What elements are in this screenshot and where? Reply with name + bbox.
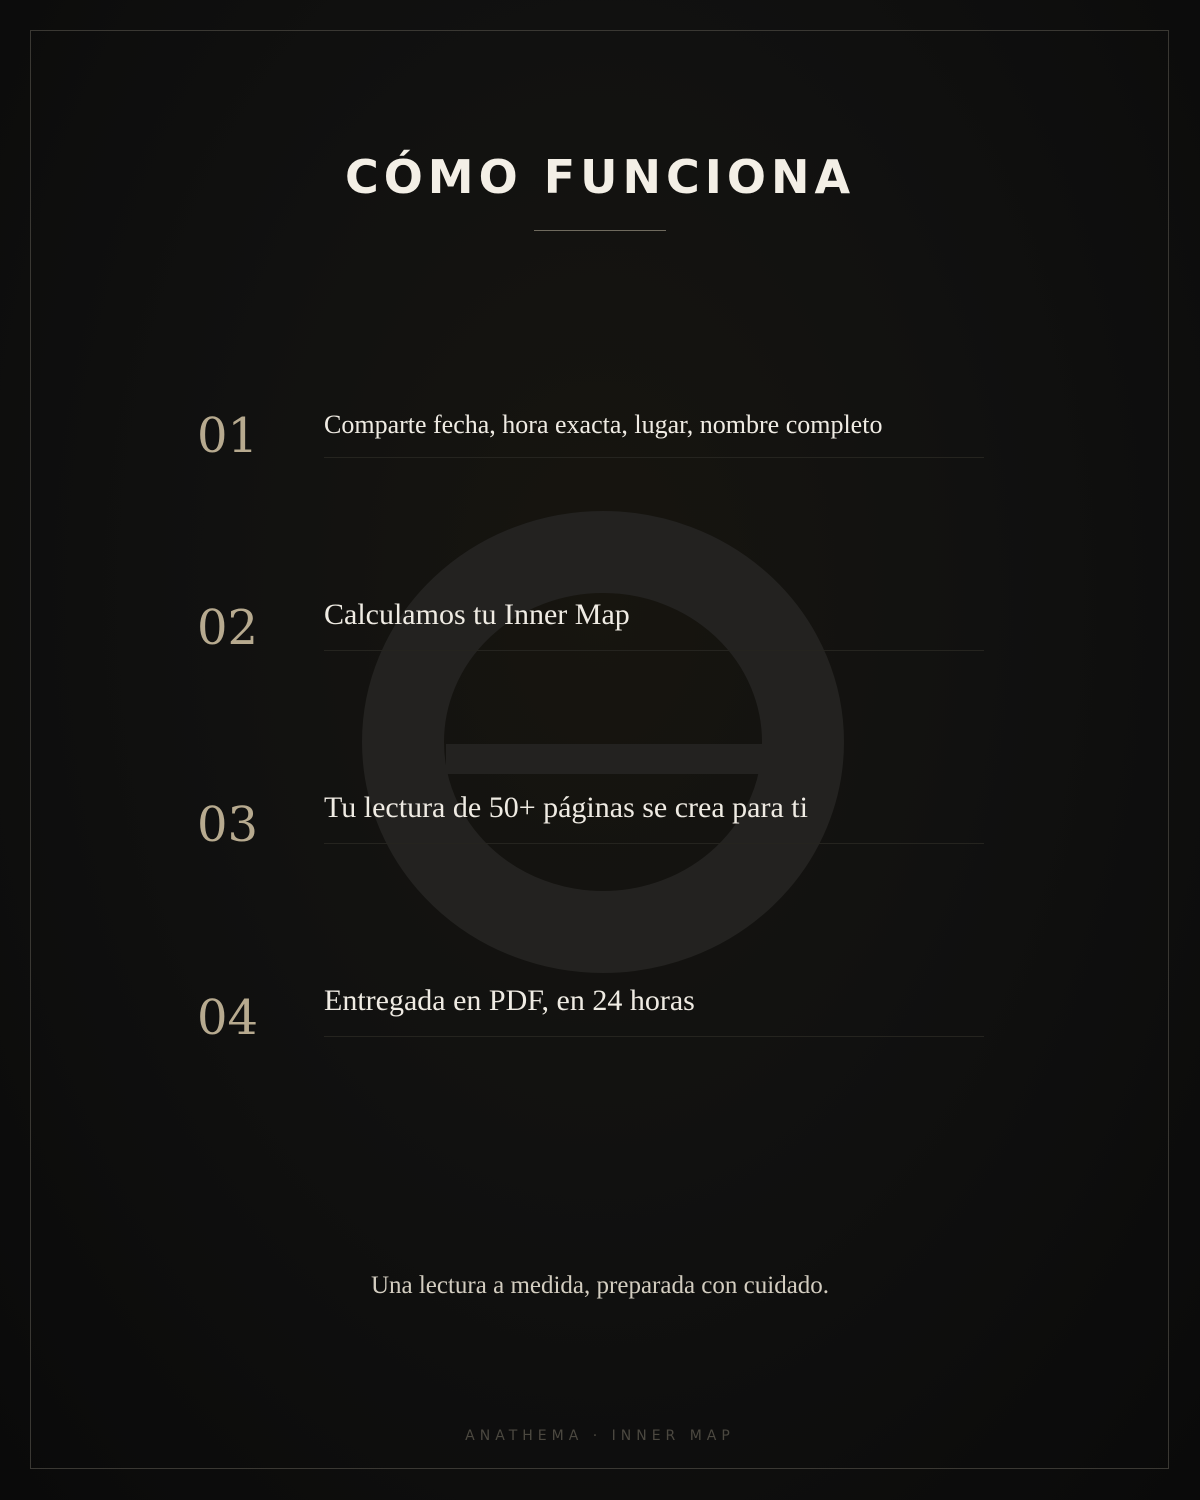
step-text: Calculamos tu Inner Map — [324, 598, 630, 631]
step-text: Entregada en PDF, en 24 horas — [324, 984, 695, 1017]
page-frame — [30, 30, 1169, 1469]
step-divider — [324, 457, 984, 458]
step-number: 04 — [196, 990, 259, 1046]
step-number: 02 — [196, 600, 259, 656]
step-item — [0, 978, 1200, 1078]
step-divider — [324, 650, 984, 651]
step-item — [0, 400, 1200, 500]
step-item — [0, 785, 1200, 885]
step-text: Comparte fecha, hora exacta, lugar, nombre completo — [324, 410, 883, 439]
step-divider — [324, 843, 984, 844]
step-item — [0, 592, 1200, 692]
title-divider — [534, 230, 666, 231]
step-number: 01 — [196, 408, 259, 464]
footer-note: Una lectura a medida, preparada con cuidado. — [370, 1272, 830, 1299]
step-divider — [324, 1036, 984, 1037]
page-title: CÓMO FUNCIONA — [344, 150, 856, 204]
step-number: 03 — [196, 797, 259, 853]
step-text: Tu lectura de 50+ páginas se crea para ti — [324, 791, 808, 824]
brand-signature: ANATHEMA · INNER MAP — [465, 1428, 735, 1444]
